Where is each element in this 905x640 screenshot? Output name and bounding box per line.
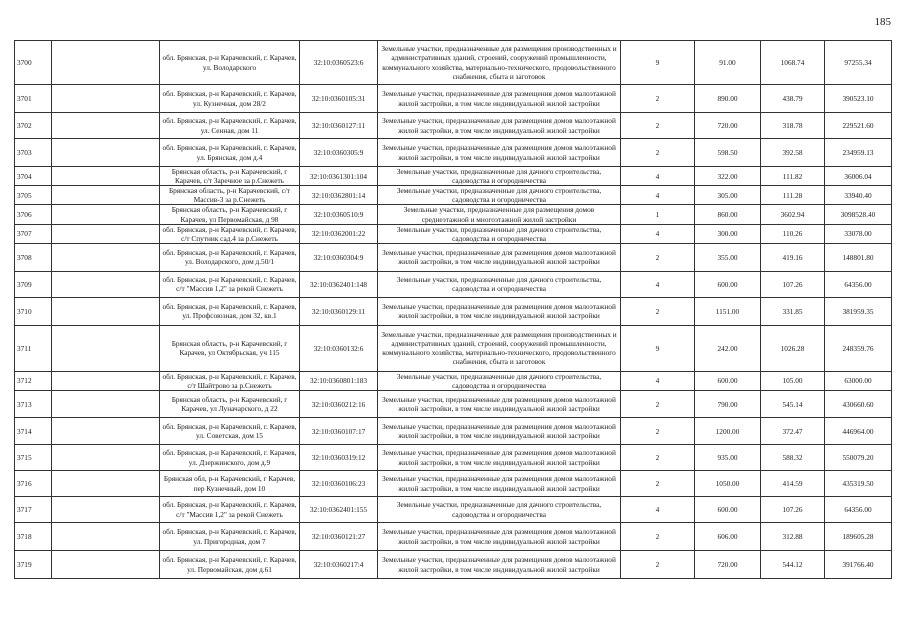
cadastral-value-cell: 36006.04 xyxy=(825,167,892,186)
land-use-purpose-cell: Земельные участки, предназначенные для дачного строительства, садоводства и огородничества xyxy=(378,224,621,243)
specific-value-cell: 392.58 xyxy=(761,139,825,167)
land-use-purpose-cell: Земельные участки, предназначенные для размещения домов малоэтажной жилой застройки, в том числе индивидуальной жилой застройки xyxy=(378,85,621,113)
table-row xyxy=(15,551,892,579)
specific-value-cell: 312.88 xyxy=(761,523,825,551)
blank-cell xyxy=(52,325,160,371)
specific-value-cell: 331.85 xyxy=(761,297,825,325)
specific-value-cell: 107.26 xyxy=(761,497,825,523)
land-use-purpose-cell: Земельные участки, предназначенные для размещения производственных и административных зданий, строений, сооружений промышленности, коммунального хозяйства, материально-технического, продовольственного снабжения, сбыта и заготовок xyxy=(378,41,621,85)
area-cell: 300.00 xyxy=(695,224,761,243)
cadastral-value-cell: 97255.34 xyxy=(825,41,892,85)
group-number-cell: 2 xyxy=(621,418,695,445)
blank-cell xyxy=(52,271,160,297)
land-use-purpose-cell: Земельные участки, предназначенные для размещения домов малоэтажной жилой застройки, в том числе индивидуальной жилой застройки xyxy=(378,523,621,551)
cadastral-value-cell: 435319.50 xyxy=(825,471,892,497)
address-cell: Брянская область, р-н Карачевский, г Карачев, ул Первомайская, д 98 xyxy=(160,205,300,224)
area-cell: 355.00 xyxy=(695,243,761,271)
area-cell: 720.00 xyxy=(695,113,761,139)
area-cell: 720.00 xyxy=(695,551,761,579)
area-cell: 1200.00 xyxy=(695,418,761,445)
blank-cell xyxy=(52,113,160,139)
address-cell: Брянская область, р-н Карачевский, г Карачев, ул Луначарского, д 22 xyxy=(160,391,300,418)
table-row xyxy=(15,271,892,297)
area-cell: 860.00 xyxy=(695,205,761,224)
blank-cell xyxy=(52,85,160,113)
blank-cell xyxy=(52,551,160,579)
row-number-cell: 3705 xyxy=(15,186,52,205)
specific-value-cell: 111.28 xyxy=(761,186,825,205)
specific-value-cell: 107.26 xyxy=(761,271,825,297)
table-row xyxy=(15,139,892,167)
table-row xyxy=(15,523,892,551)
land-use-purpose-cell: Земельные участки, предназначенные для размещения домов малоэтажной жилой застройки, в том числе индивидуальной жилой застройки xyxy=(378,113,621,139)
cadastral-number-cell: 32:10:0360305:9 xyxy=(300,139,378,167)
cadastral-value-cell: 234959.13 xyxy=(825,139,892,167)
address-cell: обл. Брянская, р-н Карачевский, г. Карачев, с/т Шайтрово за р.Снежеть xyxy=(160,371,300,390)
address-cell: обл. Брянская, р-н Карачевский, г. Карачев, ул. Первомайская, дом д.61 xyxy=(160,551,300,579)
cadastral-number-cell: 32:10:0360523:6 xyxy=(300,41,378,85)
blank-cell xyxy=(52,297,160,325)
cadastral-number-cell: 32:10:0360105:31 xyxy=(300,85,378,113)
table-row xyxy=(15,371,892,390)
address-cell: Брянская область, р-н Карачевский, г Карачев, ул Октябрьская, уч 115 xyxy=(160,325,300,371)
address-cell: обл. Брянская, р-н Карачевский, г. Карачев, ул. Володарского, дом д.50/1 xyxy=(160,243,300,271)
blank-cell xyxy=(52,139,160,167)
group-number-cell: 4 xyxy=(621,497,695,523)
cadastral-value-cell: 390523.10 xyxy=(825,85,892,113)
area-cell: 606.00 xyxy=(695,523,761,551)
row-number-cell: 3700 xyxy=(15,41,52,85)
cadastral-number-cell: 32:10:0362001:22 xyxy=(300,224,378,243)
land-use-purpose-cell: Земельные участки, предназначенные для размещения производственных и административных зданий, строений, сооружений промышленности, коммунального хозяйства, материально-технического, продовольственного снабжения, сбыта и заготовок xyxy=(378,325,621,371)
area-cell: 242.00 xyxy=(695,325,761,371)
table-row xyxy=(15,205,892,224)
cadastral-value-cell: 3098528.40 xyxy=(825,205,892,224)
land-use-purpose-cell: Земельные участки, предназначенные для размещения домов среднеэтажной и многоэтажной жилой застройки xyxy=(378,205,621,224)
specific-value-cell: 1026.28 xyxy=(761,325,825,371)
row-number-cell: 3702 xyxy=(15,113,52,139)
specific-value-cell: 545.14 xyxy=(761,391,825,418)
table-row xyxy=(15,41,892,85)
group-number-cell: 4 xyxy=(621,186,695,205)
cadastral-number-cell: 32:10:0362801:14 xyxy=(300,186,378,205)
blank-cell xyxy=(52,167,160,186)
area-cell: 1050.00 xyxy=(695,471,761,497)
group-number-cell: 2 xyxy=(621,297,695,325)
row-number-cell: 3718 xyxy=(15,523,52,551)
group-number-cell: 4 xyxy=(621,271,695,297)
land-use-purpose-cell: Земельные участки, предназначенные для дачного строительства, садоводства и огородничества xyxy=(378,497,621,523)
area-cell: 600.00 xyxy=(695,497,761,523)
cadastral-number-cell: 32:10:0360129:11 xyxy=(300,297,378,325)
area-cell: 1151.00 xyxy=(695,297,761,325)
cadastral-value-cell: 229521.60 xyxy=(825,113,892,139)
address-cell: обл. Брянская, р-н Карачевский, г. Карачев, ул. Пригородная, дом 7 xyxy=(160,523,300,551)
table-row xyxy=(15,297,892,325)
address-cell: обл. Брянская, р-н Карачевский, г. Карачев, с/т Спутник сад.4 за р.Снежеть xyxy=(160,224,300,243)
cadastral-number-cell: 32:10:0362401:148 xyxy=(300,271,378,297)
group-number-cell: 4 xyxy=(621,167,695,186)
cadastral-number-cell: 32:10:0360106:23 xyxy=(300,471,378,497)
table-row xyxy=(15,113,892,139)
address-cell: обл. Брянская, р-н Карачевский, г. Карачев, ул. Профсоюзная, дом 32, кв.1 xyxy=(160,297,300,325)
group-number-cell: 2 xyxy=(621,391,695,418)
row-number-cell: 3707 xyxy=(15,224,52,243)
blank-cell xyxy=(52,186,160,205)
area-cell: 790.00 xyxy=(695,391,761,418)
cadastral-number-cell: 32:10:0360127:11 xyxy=(300,113,378,139)
address-cell: обл. Брянская, р-н Карачевский, г. Карачев, ул. Советская, дом 15 xyxy=(160,418,300,445)
specific-value-cell: 372.47 xyxy=(761,418,825,445)
table-row xyxy=(15,85,892,113)
land-use-purpose-cell: Земельные участки, предназначенные для дачного строительства, садоводства и огородничества xyxy=(378,186,621,205)
cadastral-value-cell: 148801.80 xyxy=(825,243,892,271)
specific-value-cell: 588.32 xyxy=(761,445,825,471)
cadastral-value-cell: 33940.40 xyxy=(825,186,892,205)
address-cell: обл. Брянская, р-н Карачевский, г. Карачев, ул. Кузнечная, дом 28/2 xyxy=(160,85,300,113)
land-use-purpose-cell: Земельные участки, предназначенные для размещения домов малоэтажной жилой застройки, в том числе индивидуальной жилой застройки xyxy=(378,445,621,471)
row-number-cell: 3713 xyxy=(15,391,52,418)
group-number-cell: 2 xyxy=(621,445,695,471)
address-cell: Брянская область, р-н Карачевский, с/т Массив-3 за р.Снежеть xyxy=(160,186,300,205)
specific-value-cell: 1068.74 xyxy=(761,41,825,85)
address-cell: Брянская обл, р-н Карачевский, г Карачев, пер Кузнечный, дом 10 xyxy=(160,471,300,497)
specific-value-cell: 318.78 xyxy=(761,113,825,139)
row-number-cell: 3712 xyxy=(15,371,52,390)
group-number-cell: 9 xyxy=(621,325,695,371)
row-number-cell: 3708 xyxy=(15,243,52,271)
land-use-purpose-cell: Земельные участки, предназначенные для размещения домов малоэтажной жилой застройки, в том числе индивидуальной жилой застройки xyxy=(378,391,621,418)
address-cell: обл. Брянская, р-н Карачевский, г. Карачев, ул. Володарского xyxy=(160,41,300,85)
row-number-cell: 3711 xyxy=(15,325,52,371)
land-use-purpose-cell: Земельные участки, предназначенные для размещения домов малоэтажной жилой застройки, в том числе индивидуальной жилой застройки xyxy=(378,139,621,167)
cadastral-number-cell: 32:10:0360107:17 xyxy=(300,418,378,445)
address-cell: Брянская область, р-н Карачевский, г Карачев, с/т Заречное за р.Снежеть xyxy=(160,167,300,186)
row-number-cell: 3709 xyxy=(15,271,52,297)
specific-value-cell: 111.82 xyxy=(761,167,825,186)
area-cell: 305.00 xyxy=(695,186,761,205)
cadastral-value-cell: 63000.00 xyxy=(825,371,892,390)
table-row xyxy=(15,325,892,371)
table-row xyxy=(15,471,892,497)
cadastral-value-cell: 33078.00 xyxy=(825,224,892,243)
address-cell: обл. Брянская, р-н Карачевский, г. Карачев, ул. Брянская, дом д.4 xyxy=(160,139,300,167)
area-cell: 890.00 xyxy=(695,85,761,113)
row-number-cell: 3703 xyxy=(15,139,52,167)
table-row xyxy=(15,391,892,418)
blank-cell xyxy=(52,391,160,418)
cadastral-value-table xyxy=(14,40,892,579)
area-cell: 322.00 xyxy=(695,167,761,186)
land-use-purpose-cell: Земельные участки, предназначенные для размещения домов малоэтажной жилой застройки, в том числе индивидуальной жилой застройки xyxy=(378,297,621,325)
blank-cell xyxy=(52,445,160,471)
land-use-purpose-cell: Земельные участки, предназначенные для размещения домов малоэтажной жилой застройки, в том числе индивидуальной жилой застройки xyxy=(378,471,621,497)
address-cell: обл. Брянская, р-н Карачевский, г. Карачев, с/т "Массив 1,2" за рекой Снежеть xyxy=(160,271,300,297)
table-row xyxy=(15,418,892,445)
group-number-cell: 2 xyxy=(621,523,695,551)
row-number-cell: 3715 xyxy=(15,445,52,471)
table-row xyxy=(15,445,892,471)
row-number-cell: 3716 xyxy=(15,471,52,497)
row-number-cell: 3701 xyxy=(15,85,52,113)
row-number-cell: 3717 xyxy=(15,497,52,523)
table-row xyxy=(15,224,892,243)
specific-value-cell: 544.12 xyxy=(761,551,825,579)
cadastral-number-cell: 32:10:0361301:104 xyxy=(300,167,378,186)
row-number-cell: 3719 xyxy=(15,551,52,579)
cadastral-number-cell: 32:10:0360319:12 xyxy=(300,445,378,471)
blank-cell xyxy=(52,471,160,497)
row-number-cell: 3710 xyxy=(15,297,52,325)
table-row xyxy=(15,243,892,271)
group-number-cell: 4 xyxy=(621,371,695,390)
cadastral-value-cell: 430660.60 xyxy=(825,391,892,418)
specific-value-cell: 105.00 xyxy=(761,371,825,390)
page-number: 185 xyxy=(874,16,891,28)
table-body xyxy=(15,41,892,579)
cadastral-number-cell: 32:10:0360132:6 xyxy=(300,325,378,371)
specific-value-cell: 414.59 xyxy=(761,471,825,497)
blank-cell xyxy=(52,523,160,551)
land-use-purpose-cell: Земельные участки, предназначенные для дачного строительства, садоводства и огородничества xyxy=(378,371,621,390)
group-number-cell: 9 xyxy=(621,41,695,85)
specific-value-cell: 438.79 xyxy=(761,85,825,113)
cadastral-value-cell: 391766.40 xyxy=(825,551,892,579)
group-number-cell: 1 xyxy=(621,205,695,224)
cadastral-number-cell: 32:10:0360801:183 xyxy=(300,371,378,390)
land-use-purpose-cell: Земельные участки, предназначенные для размещения домов малоэтажной жилой застройки, в том числе индивидуальной жилой застройки xyxy=(378,243,621,271)
address-cell: обл. Брянская, р-н Карачевский, г. Карачев, ул. Дзержинского, дом д.9 xyxy=(160,445,300,471)
table-row xyxy=(15,186,892,205)
address-cell: обл. Брянская, р-н Карачевский, г. Карачев, ул. Сенная, дом 11 xyxy=(160,113,300,139)
blank-cell xyxy=(52,205,160,224)
cadastral-value-cell: 64356.00 xyxy=(825,497,892,523)
land-use-purpose-cell: Земельные участки, предназначенные для дачного строительства, садоводства и огородничества xyxy=(378,167,621,186)
cadastral-value-cell: 189605.28 xyxy=(825,523,892,551)
blank-cell xyxy=(52,497,160,523)
area-cell: 598.50 xyxy=(695,139,761,167)
cadastral-value-cell: 381959.35 xyxy=(825,297,892,325)
land-use-purpose-cell: Земельные участки, предназначенные для размещения домов малоэтажной жилой застройки, в том числе индивидуальной жилой застройки xyxy=(378,551,621,579)
address-cell: обл. Брянская, р-н Карачевский, г. Карачев, с/т "Массив 1,2" за рекой Снежеть xyxy=(160,497,300,523)
row-number-cell: 3706 xyxy=(15,205,52,224)
blank-cell xyxy=(52,371,160,390)
cadastral-value-cell: 64356.00 xyxy=(825,271,892,297)
blank-cell xyxy=(52,418,160,445)
specific-value-cell: 419.16 xyxy=(761,243,825,271)
cadastral-number-cell: 32:10:0360304:9 xyxy=(300,243,378,271)
table-row xyxy=(15,167,892,186)
cadastral-number-cell: 32:10:0362401:155 xyxy=(300,497,378,523)
table-row xyxy=(15,497,892,523)
blank-cell xyxy=(52,224,160,243)
area-cell: 600.00 xyxy=(695,371,761,390)
group-number-cell: 2 xyxy=(621,471,695,497)
area-cell: 935.00 xyxy=(695,445,761,471)
cadastral-number-cell: 32:10:0360121:27 xyxy=(300,523,378,551)
cadastral-number-cell: 32:10:0360212:16 xyxy=(300,391,378,418)
group-number-cell: 2 xyxy=(621,113,695,139)
land-use-purpose-cell: Земельные участки, предназначенные для дачного строительства, садоводства и огородничества xyxy=(378,271,621,297)
blank-cell xyxy=(52,41,160,85)
blank-cell xyxy=(52,243,160,271)
specific-value-cell: 3602.94 xyxy=(761,205,825,224)
specific-value-cell: 110.26 xyxy=(761,224,825,243)
group-number-cell: 2 xyxy=(621,85,695,113)
row-number-cell: 3704 xyxy=(15,167,52,186)
group-number-cell: 2 xyxy=(621,243,695,271)
group-number-cell: 4 xyxy=(621,224,695,243)
area-cell: 600.00 xyxy=(695,271,761,297)
area-cell: 91.00 xyxy=(695,41,761,85)
group-number-cell: 2 xyxy=(621,551,695,579)
cadastral-number-cell: 32:10:0360217:4 xyxy=(300,551,378,579)
cadastral-value-cell: 550079.20 xyxy=(825,445,892,471)
row-number-cell: 3714 xyxy=(15,418,52,445)
cadastral-value-cell: 446964.00 xyxy=(825,418,892,445)
land-use-purpose-cell: Земельные участки, предназначенные для размещения домов малоэтажной жилой застройки, в том числе индивидуальной жилой застройки xyxy=(378,418,621,445)
group-number-cell: 2 xyxy=(621,139,695,167)
cadastral-value-cell: 248359.76 xyxy=(825,325,892,371)
cadastral-number-cell: 32:10:0360510:9 xyxy=(300,205,378,224)
